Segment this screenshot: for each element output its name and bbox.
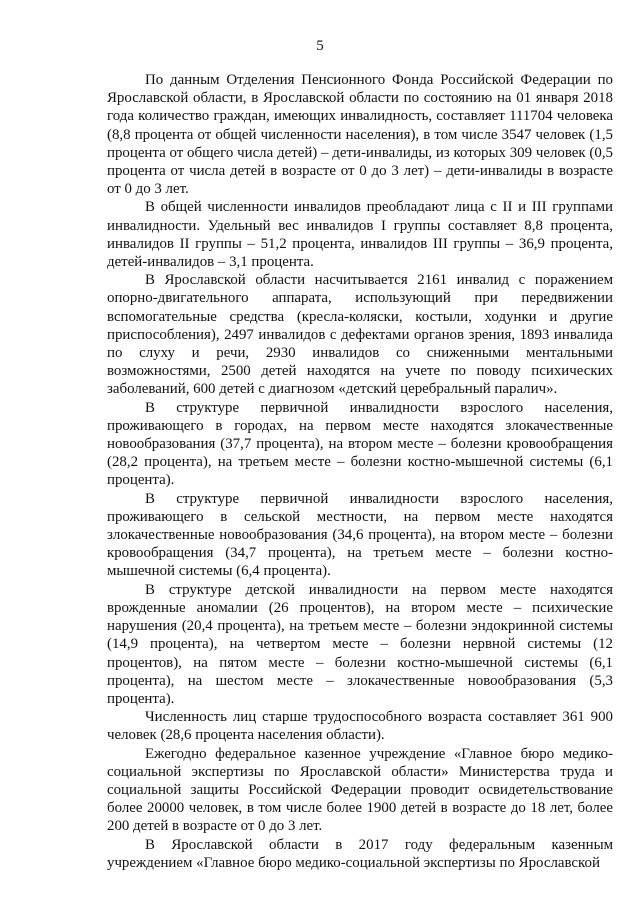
paragraph-expertise-bureau: Ежегодно федеральное казенное учреждение «Главное бюро медико-социальной экспертизы по Ярославской области» Министерства труда и социальной защиты Российской Федерации проводит освидетельствование более 20000 человек, в том числе более 1900 детей в возрасте до 18 лет, более 200 детей в возрасте от 0 до 3 лет. bbox=[107, 745, 613, 835]
document-body bbox=[107, 71, 613, 872]
paragraph-urban-adult-structure: В структуре первичной инвалидности взрослого населения, проживающего в городах, на первом месте находятся злокачественные новообразования (37,7 процента), на втором месте – болезни кровообращения (28,2 процента), на третьем месте – болезни костно-мышечной системы (6,1 процента). bbox=[107, 399, 613, 489]
paragraph-disability-groups: В общей численности инвалидов преобладают лица с II и III группами инвалидности. Удельный вес инвалидов I группы составляет 8,8 процента, инвалидов II группы – 51,2 процента, инвалидов III группы – 36,9 процента, детей-инвалидов – 3,1 процента. bbox=[107, 199, 613, 271]
paragraph-elderly-population: Численность лиц старше трудоспособного возраста составляет 361 900 человек (28,6 процента населения области). bbox=[107, 709, 613, 744]
paragraph-disability-statistics: По данным Отделения Пенсионного Фонда Российской Федерации по Ярославской области, в Ярославской области по состоянию на 01 января 2018 года количество граждан, имеющих инвалидность, составляет 111704 человека (8,8 процента от общей численности населения), в том числе 3547 человек (1,5 процента от общего числа детей) – дети-инвалиды, из которых 309 человек (0,5 процента от числа детей в возрасте от 0 до 3 лет) – дети-инвалиды в возрасте от 0 до 3 лет. bbox=[107, 72, 613, 198]
paragraph-rural-adult-structure: В структуре первичной инвалидности взрослого населения, проживающего в сельской местности, на первом месте находятся злокачественные новообразования (34,6 процента), на втором месте – болезни кровообращения (34,7 процента), на третьем месте – болезни костно-мышечной системы (6,4 процента). bbox=[107, 490, 613, 580]
paragraph-child-disability-structure: В структуре детской инвалидности на первом месте находятся врожденные аномалии (26 процентов), на втором месте – психические нарушения (20,4 процента), на третьем месте – болезни эндокринной системы (14,9 процента), на четвертом месте – болезни нервной системы (12 процентов), на пятом месте – болезни костно-мышечной системы (6,1 процента), на шестом месте – злокачественные новообразования (5,3 процента). bbox=[107, 581, 613, 707]
page-number: 5 bbox=[316, 38, 324, 54]
paragraph-expertise-2017: В Ярославской области в 2017 году федеральным казенным учреждением «Главное бюро медико-социальной экспертизы по Ярославской bbox=[107, 836, 613, 871]
paragraph-disability-types: В Ярославской области насчитывается 2161 инвалид с поражением опорно-двигательного аппарата, использующий при передвижении вспомогательные средства (кресла-коляски, костыли, ходунки и другие приспособления), 2497 инвалидов с дефектами органов зрения, 1893 инвалида по слуху и речи, 2930 инвалидов со сниженными ментальными возможностями, 2500 детей находятся на учете по поводу психических заболеваний, 600 детей с диагнозом «детский церебральный паралич». bbox=[107, 272, 613, 398]
